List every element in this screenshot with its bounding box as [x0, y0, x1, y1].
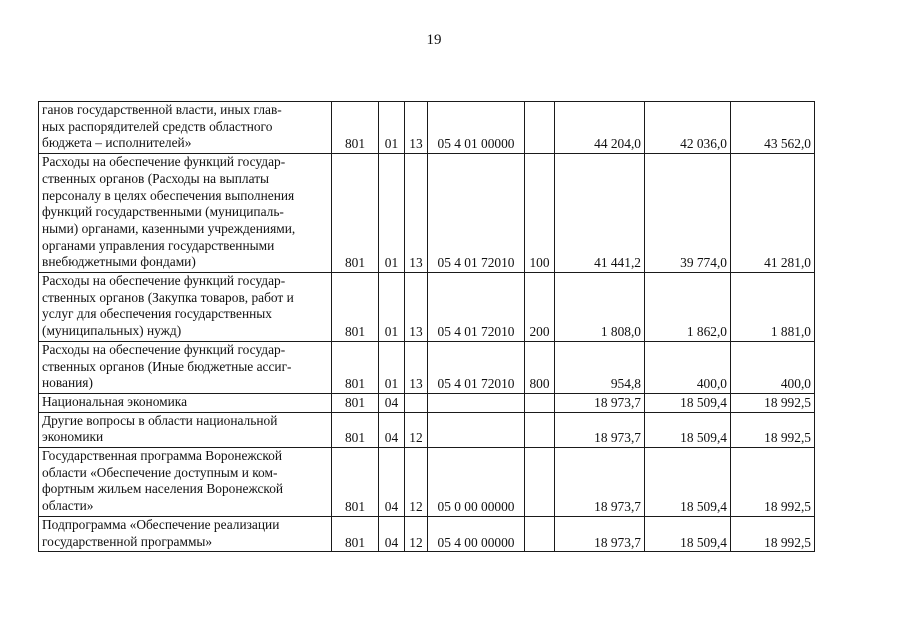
cell-rz: 04 — [379, 393, 405, 412]
table-row — [39, 341, 815, 393]
cell-pr — [405, 393, 428, 412]
cell-vr: 200 — [525, 273, 555, 342]
cell-name — [39, 393, 332, 412]
cell-pr: 13 — [405, 154, 428, 273]
name-line: бюджета – исполнителей» — [42, 135, 192, 151]
page-number: 19 — [426, 32, 442, 48]
cell-ved: 801 — [332, 273, 379, 342]
cell-name — [39, 154, 332, 273]
name-line: фортным жильем населения Воронежской — [42, 481, 284, 497]
cell-vr — [525, 102, 555, 154]
cell-rz: 01 — [379, 341, 405, 393]
cell-rz: 04 — [379, 448, 405, 517]
table-body — [39, 102, 815, 552]
name-line: Другие вопросы в области национальной — [42, 412, 278, 428]
cell-sum-1: 18 973,7 — [555, 448, 645, 517]
name-line: ганов государственной власти, иных глав- — [42, 102, 282, 117]
cell-csr: 05 4 01 72010 — [428, 154, 525, 273]
cell-name — [39, 516, 332, 551]
cell-sum-3: 18 992,5 — [731, 393, 815, 412]
table-row — [39, 448, 815, 517]
cell-csr: 05 4 00 00000 — [428, 516, 525, 551]
cell-sum-3: 18 992,5 — [731, 516, 815, 551]
cell-sum-1: 954,8 — [555, 341, 645, 393]
cell-rz: 04 — [379, 412, 405, 447]
cell-name — [39, 102, 332, 154]
cell-sum-2: 39 774,0 — [645, 154, 731, 273]
cell-sum-3: 43 562,0 — [731, 102, 815, 154]
name-line: области» — [42, 498, 94, 514]
name-line: персоналу в целях обеспечения выполнения — [42, 187, 295, 203]
cell-vr: 100 — [525, 154, 555, 273]
name-line: услуг для обеспечения государственных — [42, 306, 272, 322]
cell-rz: 01 — [379, 102, 405, 154]
table-row — [39, 412, 815, 447]
cell-sum-1: 18 973,7 — [555, 412, 645, 447]
name-line: ственных органов (Иные бюджетные ассиг- — [42, 358, 292, 374]
cell-pr: 13 — [405, 102, 428, 154]
name-line: экономики — [42, 429, 104, 445]
cell-ved: 801 — [332, 102, 379, 154]
cell-sum-2: 42 036,0 — [645, 102, 731, 154]
cell-pr: 12 — [405, 448, 428, 517]
name-line: Расходы на обеспечение функций государ- — [42, 341, 286, 357]
cell-ved: 801 — [332, 341, 379, 393]
cell-pr: 13 — [405, 341, 428, 393]
cell-ved: 801 — [332, 412, 379, 447]
table-row — [39, 393, 815, 412]
cell-csr — [428, 393, 525, 412]
name-line: ственных органов (Закупка товаров, работ и — [42, 289, 294, 305]
name-line: Национальная экономика — [42, 393, 188, 409]
cell-vr: 800 — [525, 341, 555, 393]
cell-pr: 12 — [405, 516, 428, 551]
cell-sum-1: 1 808,0 — [555, 273, 645, 342]
cell-sum-1: 18 973,7 — [555, 393, 645, 412]
cell-sum-3: 18 992,5 — [731, 412, 815, 447]
cell-vr — [525, 393, 555, 412]
cell-ved: 801 — [332, 154, 379, 273]
cell-sum-1: 44 204,0 — [555, 102, 645, 154]
table-row — [39, 154, 815, 273]
cell-sum-2: 1 862,0 — [645, 273, 731, 342]
cell-sum-2: 18 509,4 — [645, 516, 731, 551]
name-line: ственных органов (Расходы на выплаты — [42, 170, 270, 186]
table-row — [39, 516, 815, 551]
cell-pr: 12 — [405, 412, 428, 447]
cell-sum-2: 400,0 — [645, 341, 731, 393]
cell-ved: 801 — [332, 393, 379, 412]
cell-name — [39, 341, 332, 393]
name-line: ными) органами, казенными учреждениями, — [42, 220, 296, 236]
cell-name — [39, 412, 332, 447]
name-line: Расходы на обеспечение функций государ- — [42, 154, 286, 170]
cell-vr — [525, 412, 555, 447]
cell-sum-1: 41 441,2 — [555, 154, 645, 273]
table-row — [39, 273, 815, 342]
name-line: Подпрограмма «Обеспечение реализации — [42, 516, 280, 532]
cell-rz: 01 — [379, 154, 405, 273]
name-line: государственной программы» — [42, 533, 213, 549]
name-line: нования) — [42, 375, 93, 391]
cell-sum-3: 18 992,5 — [731, 448, 815, 517]
cell-name — [39, 273, 332, 342]
cell-sum-1: 18 973,7 — [555, 516, 645, 551]
cell-name — [39, 448, 332, 517]
cell-csr: 05 4 01 72010 — [428, 341, 525, 393]
name-line: функций государственными (муниципаль- — [42, 204, 284, 220]
cell-vr — [525, 448, 555, 517]
cell-csr — [428, 412, 525, 447]
cell-sum-2: 18 509,4 — [645, 393, 731, 412]
cell-ved: 801 — [332, 516, 379, 551]
name-line: (муниципальных) нужд) — [42, 323, 182, 339]
cell-csr: 05 4 01 72010 — [428, 273, 525, 342]
cell-ved: 801 — [332, 448, 379, 517]
cell-pr: 13 — [405, 273, 428, 342]
cell-rz: 04 — [379, 516, 405, 551]
cell-csr: 05 4 01 00000 — [428, 102, 525, 154]
name-line: ных распорядителей средств областного — [42, 118, 273, 134]
cell-sum-3: 400,0 — [731, 341, 815, 393]
cell-sum-2: 18 509,4 — [645, 412, 731, 447]
name-line: Государственная программа Воронежской — [42, 448, 283, 464]
cell-sum-2: 18 509,4 — [645, 448, 731, 517]
name-line: области «Обеспечение доступным и ком- — [42, 464, 278, 480]
name-line: внебюджетными фондами) — [42, 254, 196, 270]
name-line: Расходы на обеспечение функций государ- — [42, 273, 286, 289]
budget-table — [38, 101, 815, 552]
name-line: органами управления государственными — [42, 237, 275, 253]
cell-rz: 01 — [379, 273, 405, 342]
table-row — [39, 102, 815, 154]
cell-csr: 05 0 00 00000 — [428, 448, 525, 517]
cell-vr — [525, 516, 555, 551]
cell-sum-3: 1 881,0 — [731, 273, 815, 342]
cell-sum-3: 41 281,0 — [731, 154, 815, 273]
